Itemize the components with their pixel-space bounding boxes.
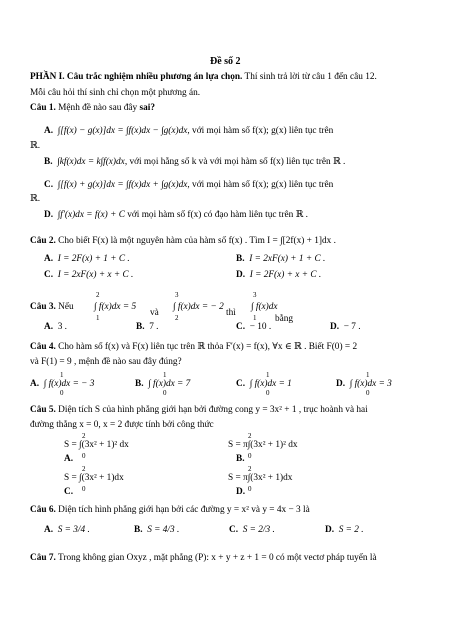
question-emphasis: sai? bbox=[139, 103, 155, 113]
question-text: Mệnh đề nào sau đây bbox=[55, 103, 140, 113]
option-value: 3 . bbox=[57, 322, 67, 332]
question-4 bbox=[30, 342, 357, 354]
part-instructions: Mỗi câu hỏi thí sinh chỉ chọn một phương án. bbox=[30, 88, 201, 98]
integral-lower-limit: 0 bbox=[82, 452, 86, 460]
option-label: D. bbox=[325, 525, 335, 535]
question-text: thì bbox=[226, 308, 236, 318]
integral-upper-limit: 3 bbox=[175, 291, 179, 299]
integral-lower-limit: 1 bbox=[253, 314, 257, 322]
question-text: và bbox=[150, 308, 159, 318]
option-value: 7 . bbox=[149, 322, 159, 332]
option-label: A. bbox=[44, 525, 54, 535]
option-c[interactable] bbox=[44, 180, 333, 192]
question-1 bbox=[30, 103, 155, 115]
option-label: B. bbox=[134, 525, 143, 535]
option-label: C. bbox=[229, 525, 239, 535]
question-label: Câu 1. bbox=[30, 103, 56, 113]
question-text-line2: đường thẳng x = 0, x = 2 được tính bởi công thức bbox=[30, 420, 214, 430]
integral-lower-limit: 0 bbox=[248, 485, 252, 493]
integral-lower-limit: 0 bbox=[266, 389, 270, 397]
option-label: A. bbox=[44, 126, 54, 136]
integral-expression: ∫ f(x)dx = − 2 bbox=[173, 302, 224, 312]
integral-upper-limit: 2 bbox=[248, 432, 252, 440]
option-value: − 7 . bbox=[343, 322, 361, 332]
question-label: Câu 5. bbox=[30, 405, 56, 415]
option-label: A. bbox=[44, 254, 54, 264]
question-text-line2: và F(1) = 9 , mệnh đề nào sau đây đúng? bbox=[30, 357, 182, 367]
question-3 bbox=[30, 302, 74, 314]
question-text: Cho hàm số f(x) và F(x) liên tục trên ℝ thỏa F′(x) = f(x), ∀x ∈ ℝ . Biết F(0) = 2 bbox=[55, 342, 358, 352]
question-label: Câu 7. bbox=[30, 553, 56, 563]
option-formula: I = 2xF(x) + 1 + C . bbox=[249, 254, 326, 264]
question-label: Câu 6. bbox=[30, 505, 56, 515]
part-heading-bold: PHẦN I. Câu trắc nghiệm nhiều phương án lựa chọn. bbox=[30, 72, 243, 82]
part-heading-rest: Thí sinh trả lời từ câu 1 đến câu 12. bbox=[242, 72, 377, 82]
option-label: D. bbox=[336, 379, 346, 389]
option-label: B. bbox=[44, 157, 53, 167]
integral-upper-limit: 1 bbox=[163, 371, 167, 379]
option-formula: S = 4/3 . bbox=[147, 525, 180, 535]
option-d[interactable]: D. bbox=[236, 487, 246, 497]
option-label: C. bbox=[44, 270, 54, 280]
question-5 bbox=[30, 405, 368, 417]
option-c[interactable] bbox=[236, 322, 271, 334]
integral-lower-limit: 2 bbox=[175, 314, 179, 322]
option-b[interactable] bbox=[44, 157, 345, 169]
question-2 bbox=[30, 236, 336, 248]
option-formula: ∫[f(x) + g(x)]dx = ∫f(x)dx + ∫g(x)dx bbox=[57, 180, 188, 190]
option-formula: ∫kf(x)dx = k∫f(x)dx bbox=[57, 157, 125, 167]
option-label: A. bbox=[44, 322, 54, 332]
integral-upper-limit: 2 bbox=[96, 291, 100, 299]
option-label: C. bbox=[44, 180, 54, 190]
option-a[interactable] bbox=[44, 525, 90, 537]
option-formula: ∫ f(x)dx = 1 bbox=[249, 379, 292, 389]
integral-lower-limit: 0 bbox=[163, 389, 167, 397]
option-formula: ∫[f(x) − g(x)]dx = ∫f(x)dx − ∫g(x)dx bbox=[57, 126, 188, 136]
integral-upper-limit: 3 bbox=[253, 291, 257, 299]
question-text: Diện tích S của hình phẳng giới hạn bởi đường cong y = 3x² + 1 , trục hoành và hai bbox=[55, 405, 368, 415]
option-a[interactable]: A. bbox=[64, 454, 74, 464]
question-6 bbox=[30, 505, 310, 517]
question-7 bbox=[30, 553, 377, 565]
option-d[interactable] bbox=[44, 210, 308, 222]
option-formula: I = 2F(x) + 1 + C . bbox=[57, 254, 130, 264]
option-text: , với mọi hàm số f(x); g(x) liên tục trên bbox=[187, 126, 334, 136]
integral-upper-limit: 2 bbox=[82, 465, 86, 473]
question-text: Diện tích hình phẳng giới hạn bởi các đường y = x² và y = 4x − 3 là bbox=[55, 505, 310, 515]
option-a-formula: S = ∫(3x² + 1)² dx bbox=[64, 440, 129, 450]
option-b[interactable] bbox=[134, 525, 179, 537]
option-c-formula: S = ∫(3x² + 1)dx bbox=[64, 473, 124, 483]
option-formula: I = 2xF(x) + x + C . bbox=[57, 270, 134, 280]
question-text: Nếu bbox=[55, 302, 74, 312]
option-formula: S = 3/4 . bbox=[57, 525, 90, 535]
option-d[interactable] bbox=[330, 322, 361, 334]
option-text: , với mọi hàm số f(x); g(x) liên tục trên bbox=[187, 180, 334, 190]
question-text: Trong không gian Oxyz , mặt phẳng (P): x + y + z + 1 = 0 có một vectơ pháp tuyến là bbox=[55, 553, 377, 563]
question-label: Câu 2. bbox=[30, 236, 56, 246]
integral-lower-limit: 1 bbox=[96, 314, 100, 322]
integral-expression: ∫ f(x)dx = 5 bbox=[94, 302, 137, 312]
option-label: C. bbox=[236, 322, 246, 332]
option-label: B. bbox=[236, 254, 245, 264]
option-b[interactable] bbox=[136, 322, 158, 334]
part-heading bbox=[30, 72, 377, 84]
option-b[interactable]: B. bbox=[236, 454, 245, 464]
option-value: − 10 . bbox=[249, 322, 272, 332]
integral-lower-limit: 0 bbox=[82, 485, 86, 493]
question-text: bằng bbox=[275, 314, 294, 324]
option-label: B. bbox=[135, 379, 144, 389]
option-label: D. bbox=[330, 322, 340, 332]
option-b[interactable] bbox=[236, 254, 325, 266]
integral-upper-limit: 2 bbox=[248, 465, 252, 473]
option-formula: ∫f′(x)dx = f(x) + C bbox=[57, 210, 125, 220]
option-d[interactable] bbox=[336, 379, 392, 391]
option-b-formula: S = π∫(3x² + 1)² dx bbox=[228, 440, 298, 450]
option-a[interactable] bbox=[44, 126, 333, 138]
option-formula: S = 2/3 . bbox=[242, 525, 275, 535]
option-a-wrap: ℝ. bbox=[30, 141, 41, 151]
option-d-formula: S = π∫(3x² + 1)dx bbox=[228, 473, 293, 483]
option-c[interactable]: C. bbox=[64, 487, 74, 497]
question-label: Câu 3. bbox=[30, 302, 56, 312]
integral-upper-limit: 1 bbox=[366, 371, 370, 379]
option-formula: S = 2 . bbox=[338, 525, 364, 535]
option-c[interactable] bbox=[229, 525, 275, 537]
integral-lower-limit: 0 bbox=[60, 389, 64, 397]
option-label: D. bbox=[236, 270, 246, 280]
option-d[interactable] bbox=[325, 525, 364, 537]
option-text: , với mọi hằng số k và với mọi hàm số f(x) liên tục trên ℝ . bbox=[124, 157, 346, 167]
option-a[interactable] bbox=[44, 322, 67, 334]
option-formula: ∫ f(x)dx = − 3 bbox=[43, 379, 95, 389]
option-c-wrap: ℝ. bbox=[30, 194, 41, 204]
integral-lower-limit: 0 bbox=[366, 389, 370, 397]
option-text: với mọi hàm số f(x) có đạo hàm liên tục trên ℝ . bbox=[124, 210, 308, 220]
integral-expression: ∫ f(x)dx bbox=[251, 302, 278, 312]
option-formula: ∫ f(x)dx = 3 bbox=[349, 379, 392, 389]
question-text: Cho biết F(x) là một nguyên hàm của hàm số f(x) . Tìm I = ∫[2f(x) + 1]dx . bbox=[55, 236, 336, 246]
option-a[interactable] bbox=[44, 254, 130, 266]
option-label: A. bbox=[30, 379, 40, 389]
option-d[interactable] bbox=[236, 270, 321, 282]
question-label: Câu 4. bbox=[30, 342, 56, 352]
option-label: C. bbox=[236, 379, 246, 389]
option-label: D. bbox=[44, 210, 54, 220]
integral-upper-limit: 2 bbox=[82, 432, 86, 440]
integral-upper-limit: 1 bbox=[60, 371, 64, 379]
option-label: B. bbox=[136, 322, 145, 332]
option-formula: ∫ f(x)dx = 7 bbox=[148, 379, 191, 389]
option-c[interactable] bbox=[44, 270, 133, 282]
page-title: Đề số 2 bbox=[210, 56, 241, 67]
option-formula: I = 2F(x) + x + C . bbox=[249, 270, 322, 280]
option-c[interactable] bbox=[236, 379, 292, 391]
integral-lower-limit: 0 bbox=[248, 452, 252, 460]
integral-upper-limit: 1 bbox=[266, 371, 270, 379]
